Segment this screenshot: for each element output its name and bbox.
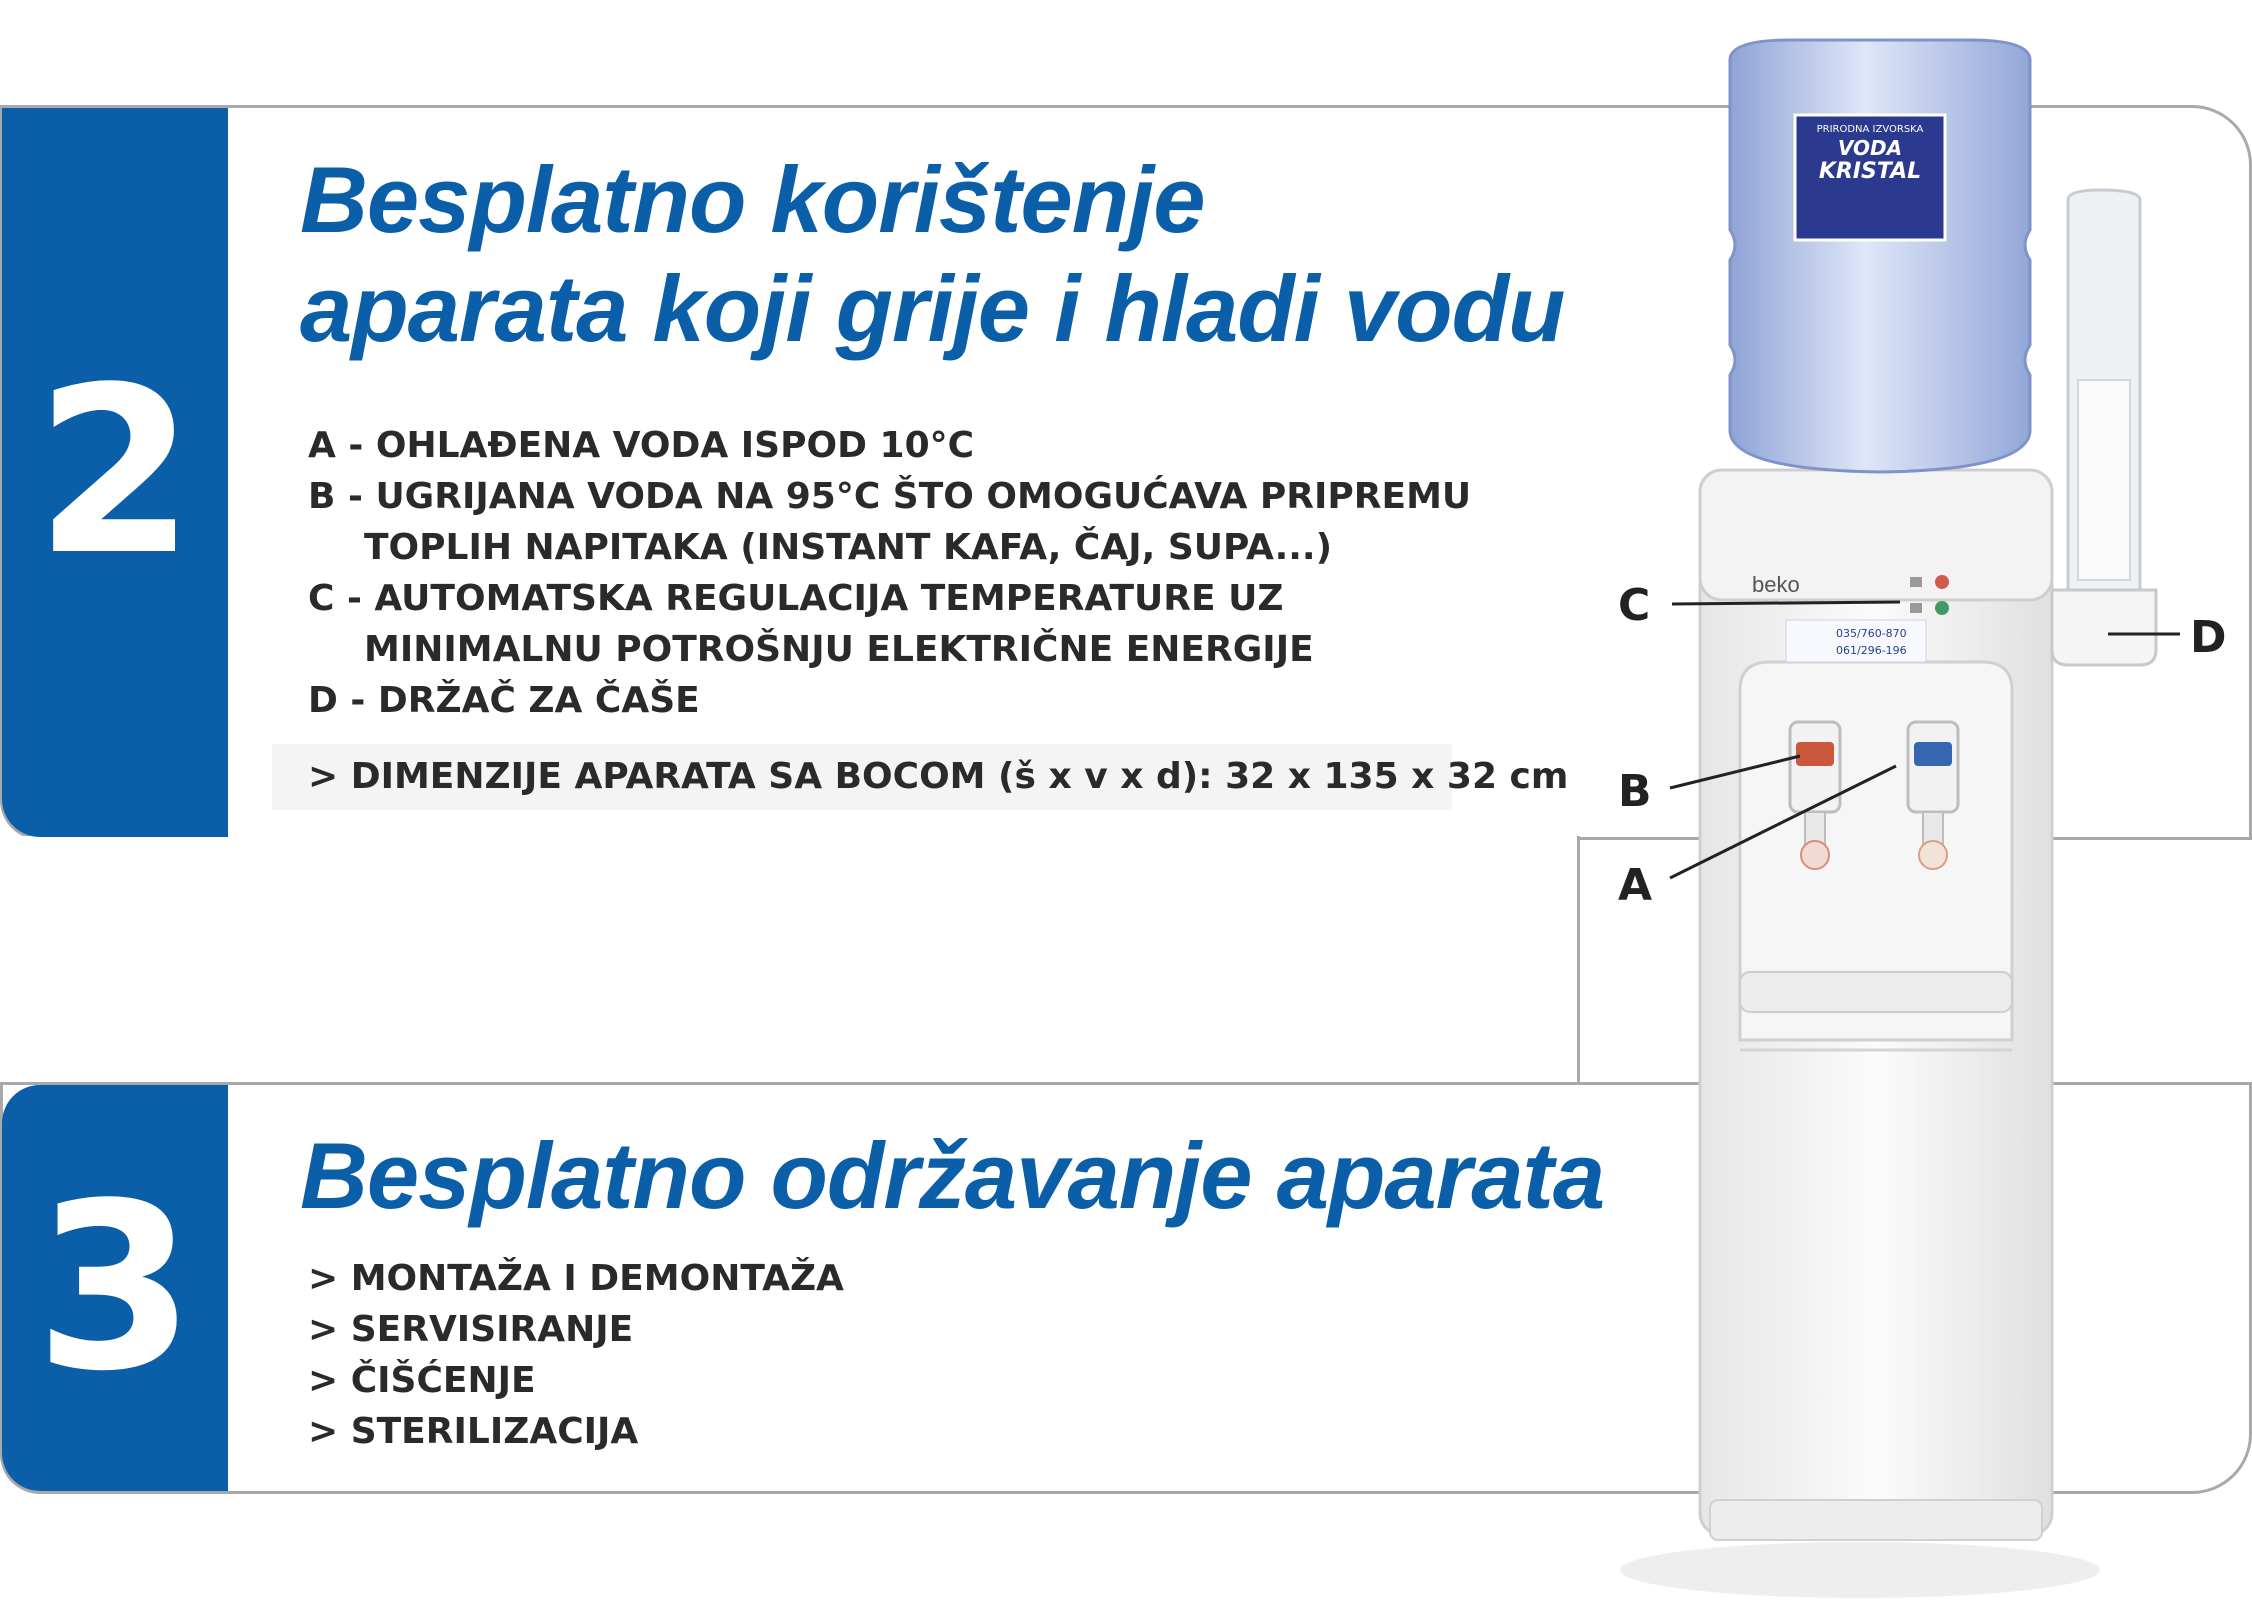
section-2-title-line-1: Besplatno korištenje <box>300 147 1205 252</box>
feature-a: A - OHLAĐENA VODA ISPOD 10°C <box>308 425 975 466</box>
maintenance-item: > MONTAŽA I DEMONTAŽA <box>308 1258 844 1299</box>
water-bottle <box>1730 40 2030 472</box>
feature-b: B - UGRIJANA VODA NA 95°C ŠTO OMOGUĆAVA PRIPREMU <box>308 476 1472 517</box>
maintenance-item: > SERVISIRANJE <box>308 1309 634 1350</box>
section-2-title-line-2: aparata koji grije i hladi vodu <box>300 256 1565 362</box>
cup-holder <box>2052 190 2156 665</box>
bottle-label-kristal: KRISTAL <box>1818 159 1922 184</box>
drip-tray <box>1740 972 2012 1012</box>
floor-shadow <box>1620 1542 2100 1598</box>
callout-line-c <box>1672 602 1900 604</box>
maintenance-item: > ČIŠĆENJE <box>308 1360 536 1401</box>
callout-c: C <box>1618 580 1651 631</box>
feature-c: C - AUTOMATSKA REGULACIJA TEMPERATURE UZ <box>308 578 1284 619</box>
callout-b: B <box>1618 766 1652 817</box>
bottle-label-top: PRIRODNA IZVORSKA <box>1816 124 1924 135</box>
feature-d: D - DRŽAČ ZA ČAŠE <box>308 680 700 721</box>
indicator-light-green <box>1935 601 1949 615</box>
brand-logo: beko <box>1752 572 1800 597</box>
indicator-light-red <box>1935 575 1949 589</box>
sticker-phone-1: 035/760-870 <box>1836 627 1907 640</box>
callout-d: D <box>2190 612 2227 663</box>
dispenser-base <box>1710 1500 2042 1540</box>
sticker-phone-2: 061/296-196 <box>1836 644 1907 657</box>
section-2-number: 2 <box>34 339 196 606</box>
section-3-number: 3 <box>34 1154 196 1422</box>
callout-a: A <box>1618 860 1653 911</box>
feature-b-cont: TOPLIH NAPITAKA (INSTANT KAFA, ČAJ, SUPA...) <box>364 527 1333 568</box>
dimensions-note: > DIMENZIJE APARATA SA BOCOM (š x v x d): 32 x 135 x 32 cm <box>272 744 1452 810</box>
section-3-title: Besplatno održavanje aparata <box>300 1123 1605 1228</box>
bottle-label-voda: VODA <box>1837 136 1903 160</box>
feature-c-cont: MINIMALNU POTROŠNJU ELEKTRIČNE ENERGIJE <box>364 629 1314 670</box>
maintenance-item: > STERILIZACIJA <box>308 1411 639 1452</box>
